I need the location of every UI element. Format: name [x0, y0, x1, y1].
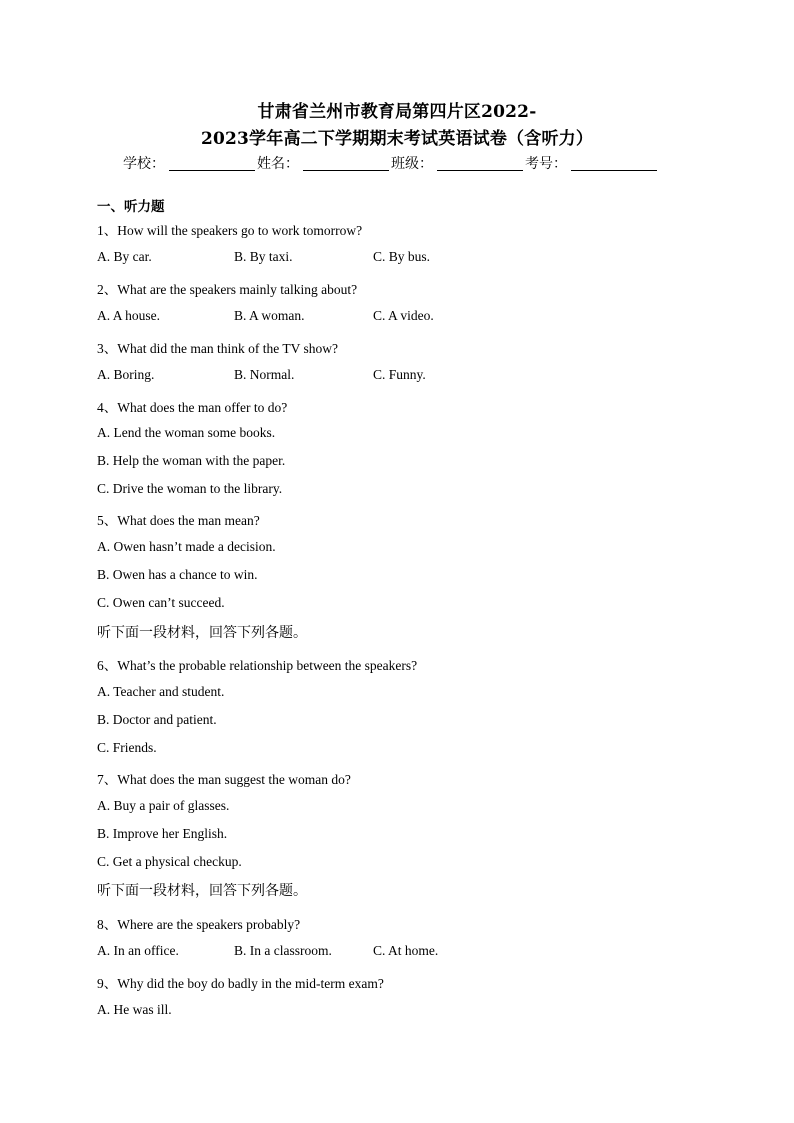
class-blank — [437, 156, 523, 171]
name-label: 姓名： — [257, 156, 299, 172]
question-6: 6、What’s the probable relationship between the speakers? — [97, 658, 418, 673]
question-9: 9、Why did the boy do badly in the mid-term exam? — [97, 976, 384, 991]
exam-title-line1: 甘肃省兰州市教育局第四片区2022- — [257, 102, 537, 122]
q8-option-c: C. At home. — [373, 943, 439, 958]
q5-option-a: A. Owen hasn’t made a decision. — [97, 539, 276, 554]
q8-option-a: A. In an office. — [97, 943, 179, 958]
q1-option-b: B. By taxi. — [234, 249, 293, 264]
q4-option-b: B. Help the woman with the paper. — [97, 453, 286, 468]
q1-option-c: C. By bus. — [373, 249, 431, 264]
question-1: 1、How will the speakers go to work tomorrow? — [97, 223, 363, 238]
question-4: 4、What does the man offer to do? — [97, 400, 288, 415]
exam-title-line2: 2023学年高二下学期期末考试英语试卷（含听力） — [200, 129, 594, 149]
q7-option-c: C. Get a physical checkup. — [97, 854, 242, 869]
q4-option-c: C. Drive the woman to the library. — [97, 481, 283, 496]
exam-number-blank — [571, 156, 657, 171]
q7-option-b: B. Improve her English. — [97, 826, 228, 841]
exam-number-label: 考号： — [525, 156, 567, 172]
q7-option-a: A. Buy a pair of glasses. — [97, 798, 230, 813]
q4-option-a: A. Lend the woman some books. — [97, 425, 276, 440]
q6-option-a: A. Teacher and student. — [97, 684, 225, 699]
school-blank — [169, 156, 255, 171]
student-info-row — [123, 153, 683, 173]
question-5: 5、What does the man mean? — [97, 513, 260, 528]
instruction-text-1: 听下面一段材料，回答下列各题。 — [97, 625, 307, 641]
question-7: 7、What does the man suggest the woman do? — [97, 772, 351, 787]
name-blank — [303, 156, 389, 171]
q6-option-c: C. Friends. — [97, 740, 157, 755]
q5-option-b: B. Owen has a chance to win. — [97, 567, 258, 582]
q6-option-b: B. Doctor and patient. — [97, 712, 217, 727]
q3-option-b: B. Normal. — [234, 367, 295, 382]
q2-option-b: B. A woman. — [234, 308, 305, 323]
q2-option-a: A. A house. — [97, 308, 161, 323]
school-label: 学校： — [123, 156, 165, 172]
q1-option-a: A. By car. — [97, 249, 152, 264]
q5-option-c: C. Owen can’t succeed. — [97, 595, 225, 610]
question-3: 3、What did the man think of the TV show? — [97, 341, 338, 356]
instruction-text-2: 听下面一段材料，回答下列各题。 — [97, 883, 307, 899]
question-8: 8、Where are the speakers probably? — [97, 917, 301, 932]
q2-option-c: C. A video. — [373, 308, 434, 323]
question-2: 2、What are the speakers mainly talking about? — [97, 282, 358, 297]
q3-option-c: C. Funny. — [373, 367, 426, 382]
q3-option-a: A. Boring. — [97, 367, 155, 382]
q9-option-a: A. He was ill. — [97, 1002, 172, 1017]
class-label: 班级： — [391, 156, 433, 172]
q8-option-b: B. In a classroom. — [234, 943, 332, 958]
section-heading: 一、听力题 — [97, 199, 165, 215]
